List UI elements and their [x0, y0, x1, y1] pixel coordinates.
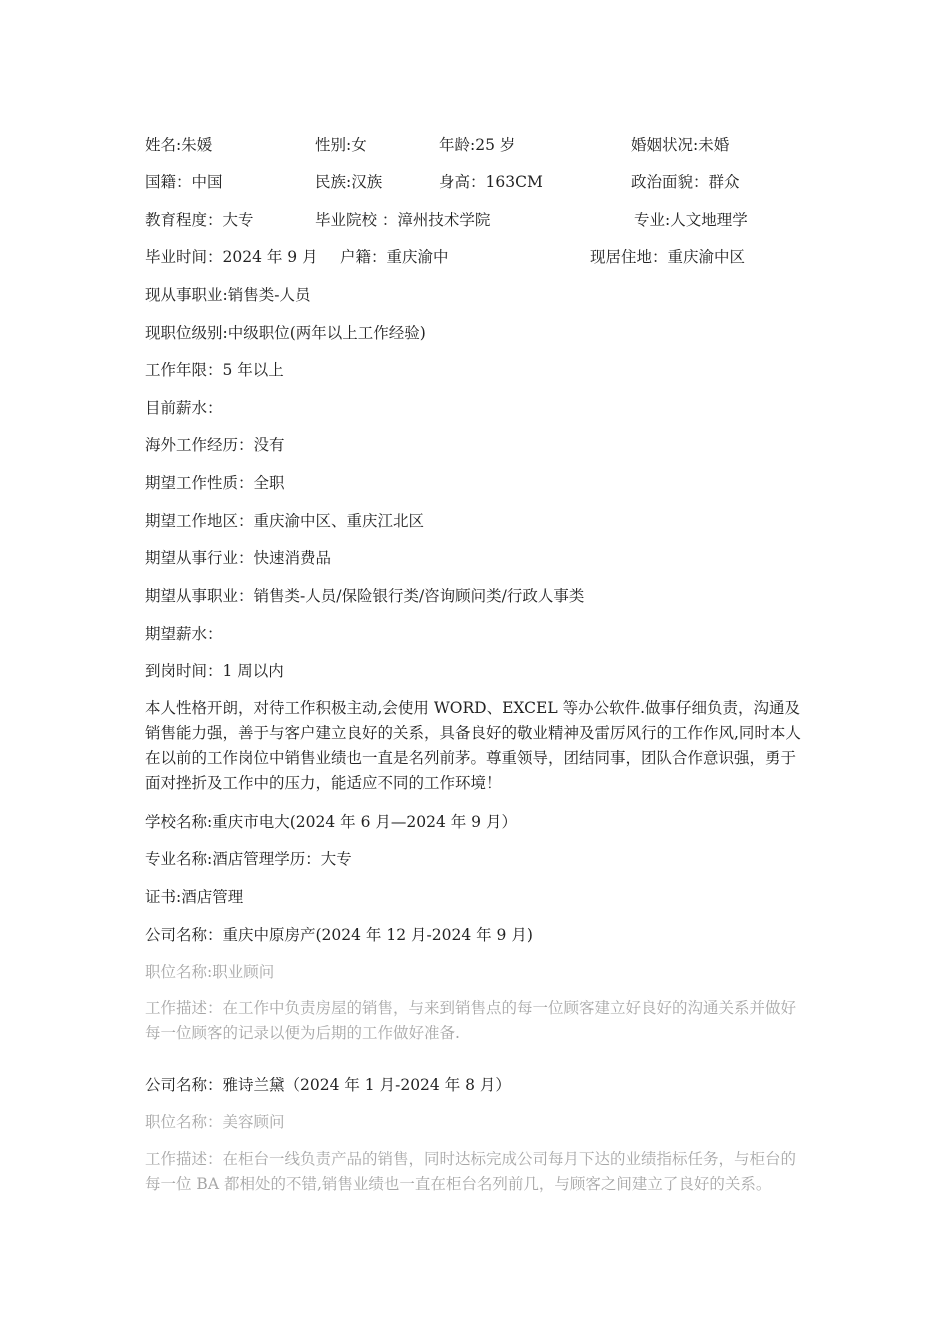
expected-salary-field: 期望薪水：	[145, 625, 223, 643]
major-field: 专业:人文地理学	[634, 211, 748, 229]
job-nature-field: 期望工作性质：全职	[145, 474, 285, 492]
company-1-name: 公司名称：重庆中原房产(2024 年 12 月-2024 年 9 月)	[145, 926, 533, 944]
marital-status-field: 婚姻状况:未婚	[631, 136, 730, 154]
company-1-description: 工作描述：在工作中负责房屋的销售，与来到销售点的每一位顾客建立好良好的沟通关系并做好每一位顾客的记录以便为后期的工作做好准备.	[145, 999, 797, 1042]
nationality-field: 国籍：中国	[145, 173, 223, 191]
self-introduction: 本人性格开朗，对待工作积极主动,会使用 WORD、EXCEL 等办公软件.做事仔细负责，沟通及销售能力强，善于与客户建立良好的关系，具备良好的敬业精神及雷厉风行的工作作风,同时本人在以前的工作岗位中销售业绩也一直是名列前茅。尊重领导，团结同事，团队合作意识强，勇于面对挫折及工作中的压力，能适应不同的工作环境！	[145, 699, 801, 792]
overseas-experience-field: 海外工作经历：没有	[145, 436, 285, 454]
job-level-field: 现职位级别:中级职位(两年以上工作经验)	[145, 324, 426, 342]
current-job-field: 现从事职业:销售类-人员	[145, 286, 311, 304]
graduation-time-field: 毕业时间：2024 年 9 月	[145, 248, 318, 266]
work-years-field: 工作年限：5 年以上	[145, 361, 284, 379]
arrival-time-field: 到岗时间：1 周以内	[145, 662, 284, 680]
industry-field: 期望从事行业：快速消费品	[145, 549, 332, 567]
expected-job-field: 期望从事职业：销售类-人员/保险银行类/咨询顾问类/行政人事类	[145, 587, 585, 605]
work-area-field: 期望工作地区：重庆渝中区、重庆江北区	[145, 512, 425, 530]
ethnicity-field: 民族:汉族	[315, 173, 383, 191]
current-salary-field: 目前薪水：	[145, 399, 223, 417]
political-status-field: 政治面貌：群众	[631, 173, 740, 191]
gender-field: 性别:女	[315, 136, 367, 154]
hukou-field: 户籍：重庆渝中	[340, 248, 449, 266]
name-field: 姓名:朱媛	[145, 136, 213, 154]
residence-field: 现居住地：重庆渝中区	[590, 248, 746, 266]
company-1-position: 职位名称:职业顾问	[145, 963, 275, 981]
major-history-field: 专业名称:酒店管理学历：大专	[145, 850, 352, 868]
school-history-field: 学校名称:重庆市电大(2024 年 6 月—2024 年 9 月）	[145, 813, 517, 831]
company-2-description: 工作描述：在柜台一线负责产品的销售，同时达标完成公司每月下达的业绩指标任务，与柜台的每一位 BA 都相处的不错,销售业绩也一直在柜台名列前几，与顾客之间建立了良好的关系。	[145, 1150, 797, 1193]
age-field: 年龄:25 岁	[439, 136, 516, 154]
company-2-name: 公司名称：雅诗兰黛（2024 年 1 月-2024 年 8 月）	[145, 1076, 511, 1094]
certificate-field: 证书:酒店管理	[145, 888, 244, 906]
graduation-school-field: 毕业院校 ：漳州技术学院	[315, 211, 491, 229]
education-level-field: 教育程度：大专	[145, 211, 254, 229]
company-2-position: 职位名称：美容顾问	[145, 1113, 285, 1131]
height-field: 身高：163CM	[439, 173, 543, 191]
